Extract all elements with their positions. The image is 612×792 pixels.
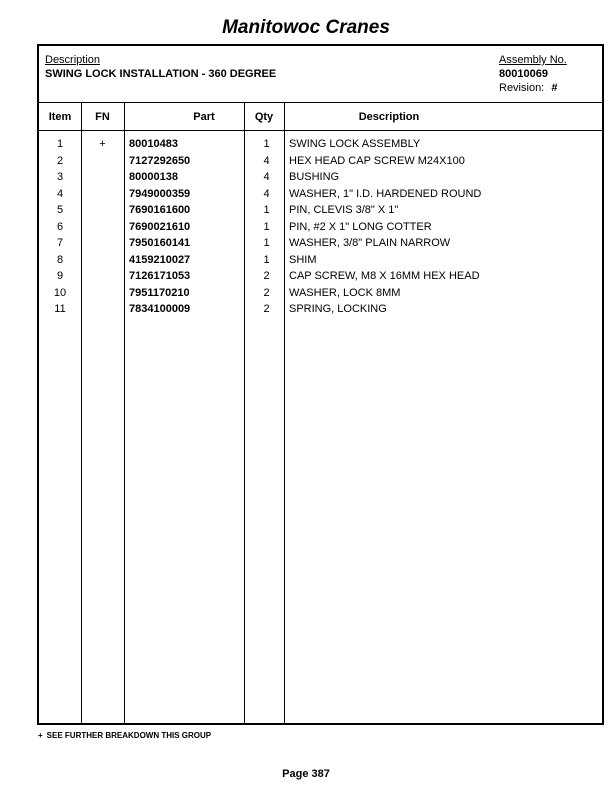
row-description: PIN, #2 X 1" LONG COTTER bbox=[289, 220, 432, 233]
row-quantity: 1 bbox=[263, 237, 270, 249]
row-description: SWING LOCK ASSEMBLY bbox=[289, 138, 421, 150]
revision bbox=[499, 82, 557, 94]
table-row bbox=[39, 155, 602, 172]
row-part-number: 7950160141 bbox=[129, 237, 191, 249]
row-description: PIN, CLEVIS 3/8" X 1" bbox=[289, 204, 399, 216]
table-row bbox=[39, 287, 602, 304]
row-item: 10 bbox=[53, 286, 67, 299]
row-item: 7 bbox=[56, 237, 64, 249]
footnote-text: SEE FURTHER BREAKDOWN THIS GROUP bbox=[46, 731, 212, 740]
table-row bbox=[39, 138, 602, 155]
row-description: SPRING, LOCKING bbox=[289, 303, 387, 315]
row-item: 3 bbox=[56, 171, 64, 183]
row-description: WASHER, 3/8" PLAIN NARROW bbox=[289, 237, 451, 249]
column-header-part: Part bbox=[193, 111, 215, 123]
row-quantity: 4 bbox=[263, 154, 270, 167]
parts-table bbox=[37, 44, 604, 725]
row-item: 9 bbox=[56, 270, 64, 282]
column-header-fn: FN bbox=[95, 111, 110, 123]
description-label: Description bbox=[45, 54, 101, 66]
row-quantity: 2 bbox=[263, 270, 270, 282]
footnote bbox=[38, 731, 211, 740]
row-quantity: 1 bbox=[263, 220, 270, 233]
row-item: 8 bbox=[56, 253, 64, 266]
row-quantity: 4 bbox=[263, 187, 270, 200]
column-header-item: Item bbox=[48, 111, 72, 123]
row-part-number: 7951170210 bbox=[129, 286, 190, 299]
row-item: 11 bbox=[54, 303, 66, 315]
row-quantity: 2 bbox=[263, 286, 270, 299]
table-row bbox=[39, 303, 602, 320]
assembly-number: 80010069 bbox=[499, 68, 548, 80]
row-quantity: 1 bbox=[263, 138, 270, 150]
row-description: BUSHING bbox=[289, 171, 340, 183]
row-part-number: 7126171053 bbox=[129, 270, 191, 282]
assembly-number-label: Assembly No. bbox=[499, 54, 567, 66]
revision-label: Revision: bbox=[499, 82, 545, 94]
revision-value: # bbox=[551, 82, 558, 94]
page-title: Manitowoc Cranes bbox=[222, 17, 390, 38]
row-item: 2 bbox=[56, 154, 64, 167]
row-fn: + bbox=[99, 138, 106, 150]
table-row bbox=[39, 254, 602, 271]
row-item: 4 bbox=[56, 187, 64, 200]
table-row bbox=[39, 237, 602, 254]
row-description: SHIM bbox=[289, 253, 317, 266]
row-part-number: 7834100009 bbox=[129, 303, 191, 315]
row-quantity: 1 bbox=[263, 253, 270, 266]
row-item: 6 bbox=[56, 220, 64, 233]
row-description: CAP SCREW, M8 X 16MM HEX HEAD bbox=[289, 270, 480, 282]
table-row bbox=[39, 221, 602, 238]
row-part-number: 80010483 bbox=[129, 138, 178, 150]
column-header-qty: Qty bbox=[254, 111, 274, 123]
row-part-number: 7690021610 bbox=[129, 220, 191, 233]
page-number: Page 387 bbox=[282, 768, 330, 780]
table-row bbox=[39, 171, 602, 188]
row-part-number: 80000138 bbox=[129, 171, 178, 183]
row-quantity: 1 bbox=[263, 204, 270, 216]
table-row bbox=[39, 188, 602, 205]
table-body bbox=[39, 138, 602, 320]
assembly-header bbox=[39, 46, 602, 103]
table-row bbox=[39, 270, 602, 287]
footnote-symbol: + bbox=[38, 731, 43, 740]
row-description: WASHER, 1" I.D. HARDENED ROUND bbox=[289, 187, 482, 200]
row-part-number: 4159210027 bbox=[129, 253, 191, 266]
row-part-number: 7690161600 bbox=[129, 204, 191, 216]
row-quantity: 2 bbox=[263, 303, 270, 315]
assembly-description: SWING LOCK INSTALLATION - 360 DEGREE bbox=[45, 68, 277, 80]
row-item: 5 bbox=[56, 204, 64, 216]
table-row bbox=[39, 204, 602, 221]
row-part-number: 7949000359 bbox=[129, 187, 191, 200]
row-item: 1 bbox=[56, 138, 64, 150]
row-description: HEX HEAD CAP SCREW M24X100 bbox=[289, 154, 465, 167]
row-quantity: 4 bbox=[263, 171, 270, 183]
row-description: WASHER, LOCK 8MM bbox=[289, 286, 401, 299]
column-header-description: Description bbox=[358, 111, 420, 123]
row-part-number: 7127292650 bbox=[129, 154, 191, 167]
